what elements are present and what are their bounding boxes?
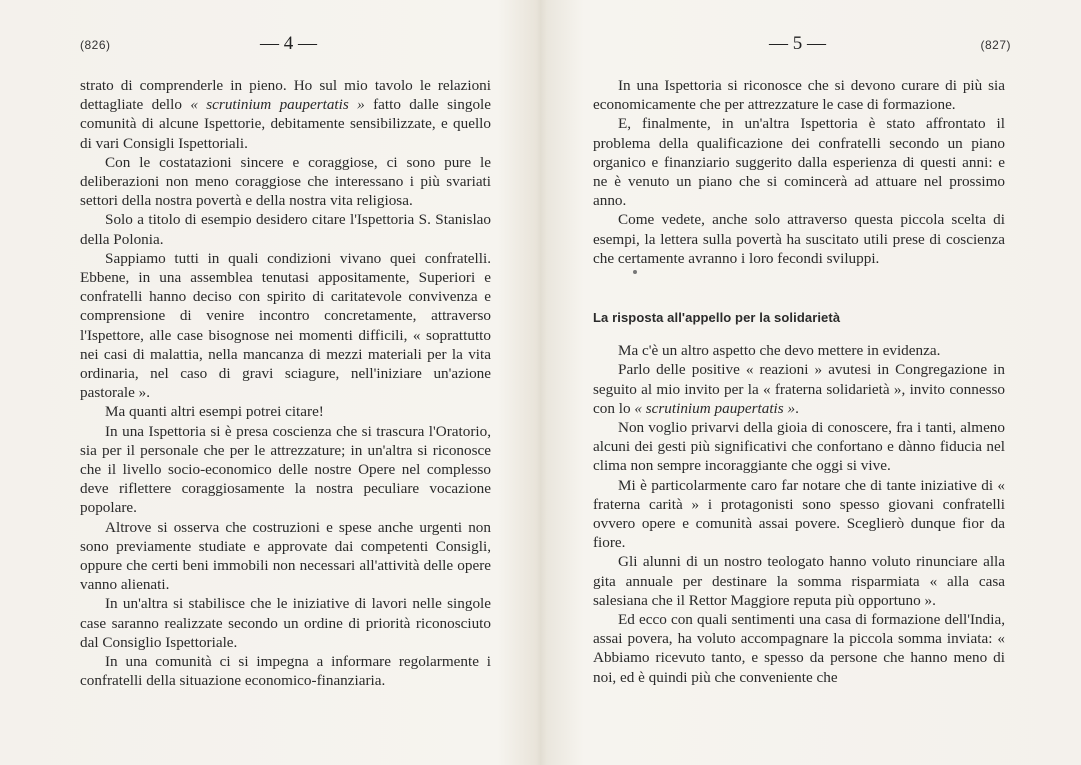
section-heading: La risposta all'appello per la solidarietà bbox=[593, 310, 841, 326]
paragraph bbox=[593, 552, 1005, 610]
paragraph bbox=[80, 422, 491, 518]
text-run: In una Ispettoria si riconosce che si devono curare di più sia economicamente che per attrezzature le case di formazione. bbox=[593, 77, 1005, 114]
right-page-number: — 5 — bbox=[769, 33, 826, 54]
paragraph bbox=[80, 594, 491, 652]
text-run: Ed ecco con quali sentimenti una casa di formazione dell'India, assai povera, ha voluto accompagnare la piccola somma inviata: « Abbiamo ricevuto tanto, e spesso da persone che hanno meno di noi, ed è quindi più che conveniente che bbox=[593, 611, 1005, 686]
paragraph bbox=[80, 652, 491, 690]
text-run: Ma c'è un altro aspetto che devo mettere in evidenza. bbox=[618, 342, 941, 360]
left-page-number: — 4 — bbox=[260, 33, 317, 54]
paragraph bbox=[80, 249, 491, 403]
text-run: Sappiamo tutti in quali condizioni vivano quei confratelli. Ebbene, in una assemblea tenutasi appositamente, Superiori e confratelli hanno deciso con spirito di caritatevole convivenza e comprensione di venire incontro concretamente, attraverso l'Ispettore, alle case bisognose nei momenti difficili, « soprattutto nei casi di malattia, nella mancanza di mezzi materiali per la vita ordinaria, nel caso di gravi sciagure, nell'iniziare un'azione pastorale ». bbox=[80, 249, 491, 402]
paragraph bbox=[80, 210, 491, 248]
text-run: Gli alunni di un nostro teologato hanno voluto rinunciare alla gita annuale per destinare la somma risparmiata « alla casa salesiana che il Rettor Maggiore reputa più opportuno ». bbox=[593, 553, 1005, 609]
paragraph bbox=[593, 114, 1005, 210]
paragraph bbox=[593, 610, 1005, 687]
right-body-text bbox=[593, 76, 1005, 687]
paragraph bbox=[593, 341, 1005, 360]
text-run: Non voglio privarvi della gioia di conoscere, fra i tanti, almeno alcuni dei gesti più significativi che confortano e dànno fiducia nel clima non sempre incoraggiante che oggi si vive. bbox=[593, 419, 1005, 475]
ink-dot bbox=[633, 270, 637, 274]
paragraph bbox=[593, 76, 1005, 114]
left-body-text bbox=[80, 76, 491, 691]
right-folio: (827) bbox=[980, 38, 1011, 52]
right-page bbox=[541, 0, 1081, 765]
paragraph bbox=[80, 402, 491, 421]
text-run: Altrove si osserva che costruzioni e spese anche urgenti non sono previamente studiate e approvate dai competenti Consigli, oppure che certi beni immobili non necessari all'attività delle opere vanno alienati. bbox=[80, 518, 491, 594]
paragraph bbox=[80, 76, 491, 153]
paragraph bbox=[80, 153, 491, 211]
text-run: In una comunità ci si impegna a informare regolarmente i confratelli della situazione economico-finanziaria. bbox=[80, 653, 491, 690]
paragraph bbox=[593, 210, 1005, 268]
paragraph bbox=[593, 418, 1005, 476]
italic-phrase: « scrutinium paupertatis » bbox=[634, 399, 796, 417]
left-page bbox=[0, 0, 540, 765]
text-run: Mi è particolarmente caro far notare che di tante iniziative di « fraterna carità » i protagonisti sono spesso giovani confratelli ovvero opere e comunità assai povere. Sceglierò dunque fior da fiore. bbox=[593, 476, 1005, 552]
text-run: Ma quanti altri esempi potrei citare! bbox=[105, 403, 324, 421]
right-text-after-heading bbox=[593, 341, 1005, 687]
text-run: . bbox=[795, 399, 799, 417]
paragraph bbox=[593, 476, 1005, 553]
text-run: In una Ispettoria si è presa coscienza che si trascura l'Oratorio, sia per il personale che per le attrezzature; in un'altra si riconosce che il livello socio-economico delle nostre Opere nel complesso deve riflettere coraggiosamente la nostra peculiare vocazione popolare. bbox=[80, 422, 491, 517]
text-run: fatto dalle singole comunità di alcune Ispettorie, debitamente sensibilizzate, e quello di vari Consigli Ispettoriali. bbox=[80, 96, 492, 152]
text-run: Parlo delle positive « reazioni » avutesi in Congregazione in seguito al mio invito per la « fraterna solidarietà », invito connesso con lo bbox=[593, 361, 1005, 417]
text-run: Con le costatazioni sincere e coraggiose, ci sono pure le deliberazioni non meno coraggiose che interessano i più svariati settori della nostra povertà e della nostra vita religiosa. bbox=[80, 153, 491, 210]
left-folio: (826) bbox=[80, 38, 111, 52]
text-run: E, finalmente, in un'altra Ispettoria è stato affrontato il problema della qualificazione dei confratelli secondo un piano organico e finanziario suggerito dalla esperienza di questi anni: e ne è venuto un piano che si comincerà ad attuare nel prossimo anno. bbox=[593, 115, 1005, 210]
italic-phrase: « scrutinium paupertatis » bbox=[190, 96, 365, 114]
text-run: Come vedete, anche solo attraverso questa piccola scelta di esempi, la lettera sulla povertà ha suscitato utili prese di coscienza che certamente avranno i loro fecondi sviluppi. bbox=[593, 211, 1005, 267]
paragraph bbox=[80, 518, 491, 595]
text-run: strato di comprenderle in pieno. Ho sul mio tavolo le relazioni dettagliate dello bbox=[80, 77, 491, 114]
text-run: In un'altra si stabilisce che le iniziative di lavori nelle singole case saranno realizzate secondo un ordine di priorità riconosciuto dal Consiglio Ispettoriale. bbox=[80, 595, 491, 651]
right-text-before-heading bbox=[593, 76, 1005, 268]
paragraph bbox=[593, 360, 1005, 418]
text-run: Solo a titolo di esempio desidero citare l'Ispettoria S. Stanislao della Polonia. bbox=[80, 211, 491, 248]
